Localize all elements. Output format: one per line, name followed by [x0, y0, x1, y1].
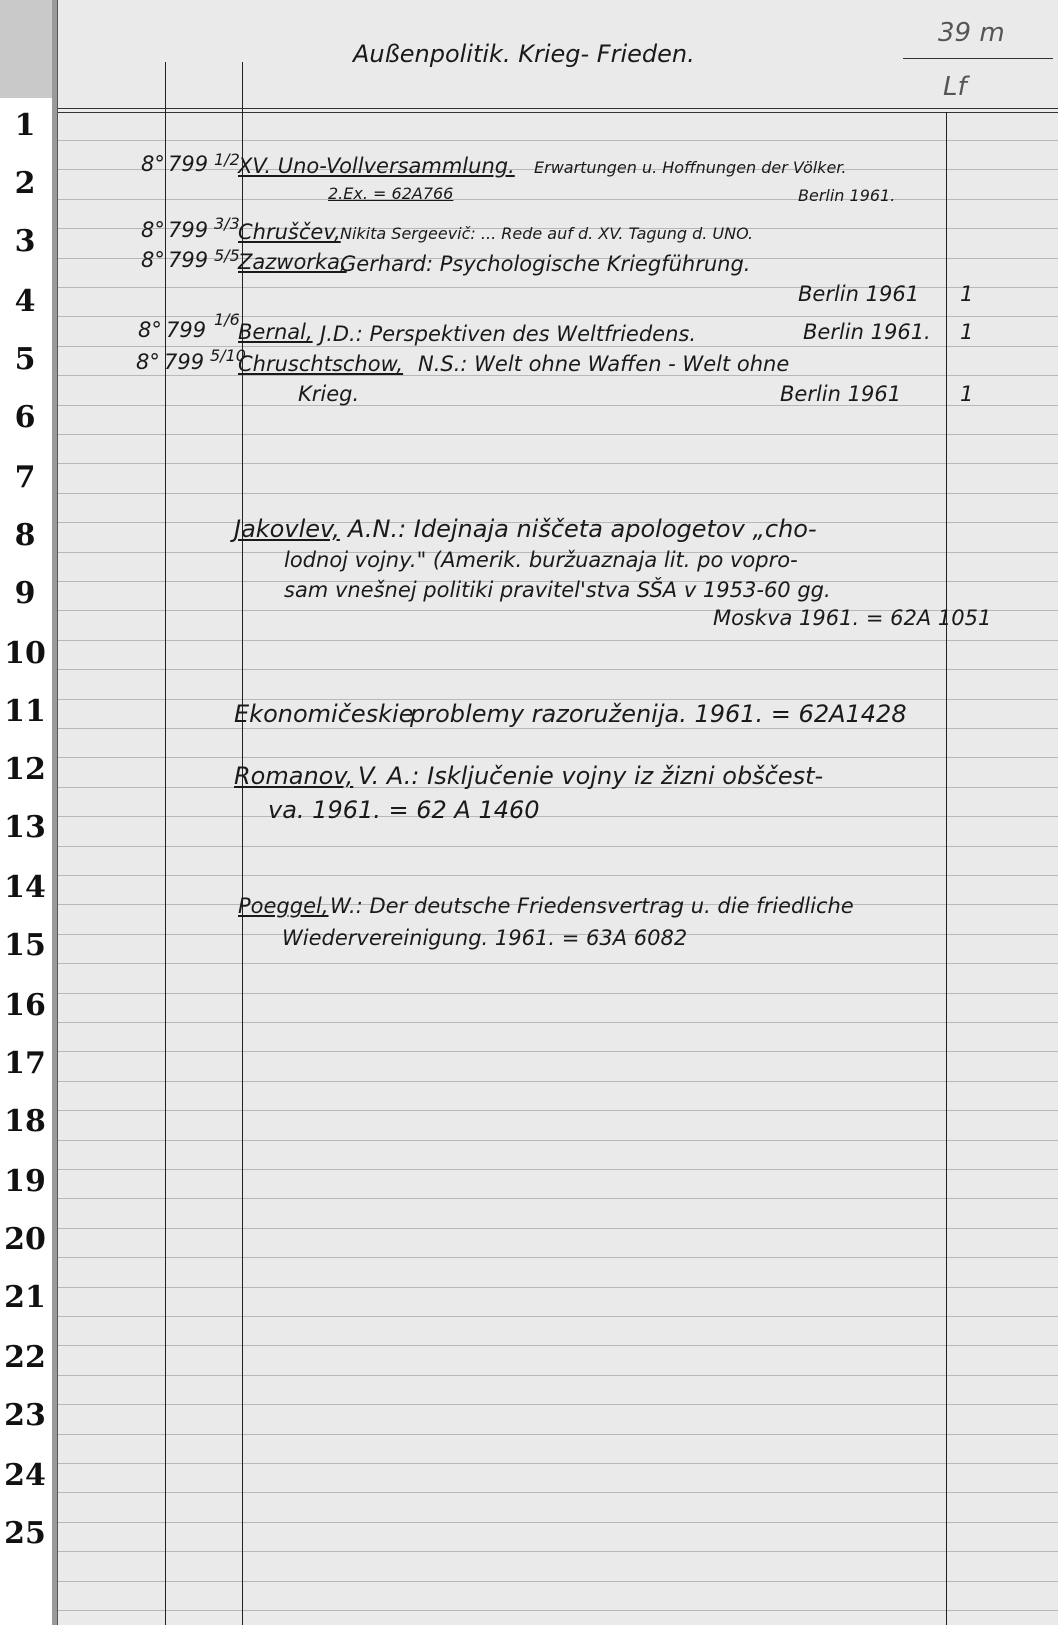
line-number: 4 [14, 284, 36, 319]
line-number: 5 [14, 342, 36, 377]
ruled-line [58, 1581, 1058, 1582]
ruled-line [58, 493, 1058, 494]
entry-fraction: 1/2 [214, 150, 240, 169]
entry-title: N.S.: Welt ohne Waffen - Welt ohne [418, 352, 790, 376]
ruled-line [58, 1404, 1058, 1405]
entry-shelf: 799 [168, 152, 209, 176]
entry-place: Berlin 1961 [780, 382, 902, 406]
ruled-line [58, 757, 1058, 758]
entry-fraction: 5/10 [210, 346, 246, 365]
entry-shelf: 799 [166, 318, 207, 342]
ruled-line [58, 1492, 1058, 1493]
entry-title: J.D.: Perspektiven des Weltfriedens. [320, 322, 697, 346]
line-number: 1 [14, 108, 36, 143]
ruled-line [58, 1551, 1058, 1552]
ruled-line [58, 463, 1058, 464]
later-entry-line: problemy razoruženija. 1961. = 62A1428 [410, 700, 907, 728]
line-number: 25 [4, 1516, 46, 1551]
entry-fraction: 3/3 [214, 214, 240, 233]
line-number: 20 [4, 1222, 46, 1257]
line-number: 15 [4, 928, 46, 963]
ruled-line [58, 728, 1058, 729]
line-number: 3 [14, 224, 36, 259]
signature-rule [903, 58, 1053, 59]
ruled-line [58, 140, 1058, 141]
later-entry-name: Ekonomičeskie [234, 700, 414, 728]
entry-format: 8° [138, 318, 162, 342]
ruled-line [58, 434, 1058, 435]
column-line-format [165, 62, 166, 1625]
entry-name: Zazworka, [238, 250, 347, 274]
line-number: 19 [4, 1164, 46, 1199]
line-number: 11 [4, 694, 46, 729]
line-number: 10 [4, 636, 46, 671]
line-number: 22 [4, 1340, 46, 1375]
later-entry-line: sam vnešnej politiki pravitel'stva SŠA v 1953-60 gg. [284, 578, 831, 602]
column-line-count [946, 112, 947, 1625]
column-line-shelf [242, 62, 243, 1625]
entry-shelf: 799 [168, 218, 209, 242]
entry-count: 1 [960, 282, 974, 306]
ruled-line [58, 1198, 1058, 1199]
later-entry-line: va. 1961. = 62 A 1460 [268, 796, 540, 824]
ruled-line [58, 1228, 1058, 1229]
ruled-line [58, 993, 1058, 994]
entry-place: Berlin 1961. [803, 320, 931, 344]
entry-fraction: 1/6 [214, 310, 240, 329]
later-entry-name: Poeggel, [238, 894, 329, 918]
entry-fraction: 5/5 [214, 246, 240, 265]
entry-format: 8° [141, 248, 165, 272]
entry-name: Bernal, [238, 320, 313, 344]
entry-title: Gerhard: Psychologische Kriegführung. [340, 252, 751, 276]
line-number: 23 [4, 1398, 46, 1433]
ruled-line [58, 1610, 1058, 1611]
entry-format: 8° [141, 218, 165, 242]
line-number: 17 [4, 1046, 46, 1081]
ruled-line [58, 1287, 1058, 1288]
ruled-line [58, 1345, 1058, 1346]
ruled-line [58, 1169, 1058, 1170]
line-number: 2 [14, 166, 36, 201]
ruled-line [58, 1051, 1058, 1052]
line-number: 24 [4, 1458, 46, 1493]
line-number: 13 [4, 810, 46, 845]
ruled-line [58, 875, 1058, 876]
page-title: Außenpolitik. Krieg- Frieden. [353, 40, 695, 68]
line-number: 14 [4, 870, 46, 905]
entry-format: 8° [136, 350, 160, 374]
header-rule [58, 108, 1058, 109]
ruled-line [58, 1081, 1058, 1082]
line-number: 12 [4, 752, 46, 787]
line-number: 8 [14, 518, 36, 553]
entry-format: 8° [141, 152, 165, 176]
ruled-line [58, 1022, 1058, 1023]
ruled-line [58, 1140, 1058, 1141]
initials: Lf [943, 72, 967, 102]
later-entry-line: Wiedervereinigung. 1961. = 63A 6082 [282, 926, 688, 950]
ruled-line [58, 405, 1058, 406]
ruled-line [58, 1316, 1058, 1317]
ledger-paper [57, 0, 1058, 1625]
entry-count: 1 [960, 320, 974, 344]
line-number: 21 [4, 1280, 46, 1315]
entry-place: Berlin 1961. [798, 186, 896, 205]
ruled-line [58, 1375, 1058, 1376]
ruled-line [58, 816, 1058, 817]
entry-name: Chruščev, [238, 220, 341, 244]
later-entry-line: W.: Der deutsche Friedensvertrag u. die friedliche [330, 894, 854, 918]
ruled-line [58, 963, 1058, 964]
later-entry-line: V. A.: Isključenie vojny iz žizni obščest- [358, 762, 824, 790]
ruled-line [58, 1463, 1058, 1464]
ruled-line [58, 1434, 1058, 1435]
ruled-line [58, 1522, 1058, 1523]
entry-place: Berlin 1961 [798, 282, 920, 306]
entry-title: Erwartungen u. Hoffnungen der Völker. [534, 158, 847, 177]
ruled-line [58, 316, 1058, 317]
ruled-line [58, 1110, 1058, 1111]
entry-count: 1 [960, 382, 974, 406]
entry-note: Krieg. [298, 382, 360, 406]
entry-name: Chruschtschow, [238, 352, 404, 376]
line-number-strip [0, 0, 52, 1625]
ruled-line [58, 846, 1058, 847]
later-entry-line: Moskva 1961. = 62A 1051 [713, 606, 992, 630]
entry-note: 2.Ex. = 62A766 [328, 184, 454, 203]
ruled-line [58, 640, 1058, 641]
line-number: 7 [14, 460, 36, 495]
strip-header-shade [0, 0, 52, 98]
later-entry-line: A.N.: Idejnaja niščeta apologetov „cho- [348, 515, 817, 543]
ruled-line [58, 199, 1058, 200]
entry-shelf: 799 [168, 248, 209, 272]
entry-title: Nikita Sergeevič: ... Rede auf d. XV. Tagung d. UNO. [340, 224, 754, 243]
ruled-line [58, 346, 1058, 347]
entry-name: XV. Uno-Vollversammlung. [238, 154, 515, 178]
ruled-line [58, 669, 1058, 670]
header-rule [58, 112, 1058, 113]
line-number: 18 [4, 1104, 46, 1139]
line-number: 6 [14, 400, 36, 435]
line-number: 16 [4, 988, 46, 1023]
later-entry-name: Romanov, [234, 762, 354, 790]
entry-shelf: 799 [164, 350, 205, 374]
ruled-line [58, 1257, 1058, 1258]
line-number: 9 [14, 576, 36, 611]
later-entry-name: Jakovlev, [234, 515, 340, 543]
signature-number: 39 m [938, 18, 1005, 48]
later-entry-line: lodnoj vojny." (Amerik. buržuaznaja lit. po vopro- [284, 548, 798, 572]
